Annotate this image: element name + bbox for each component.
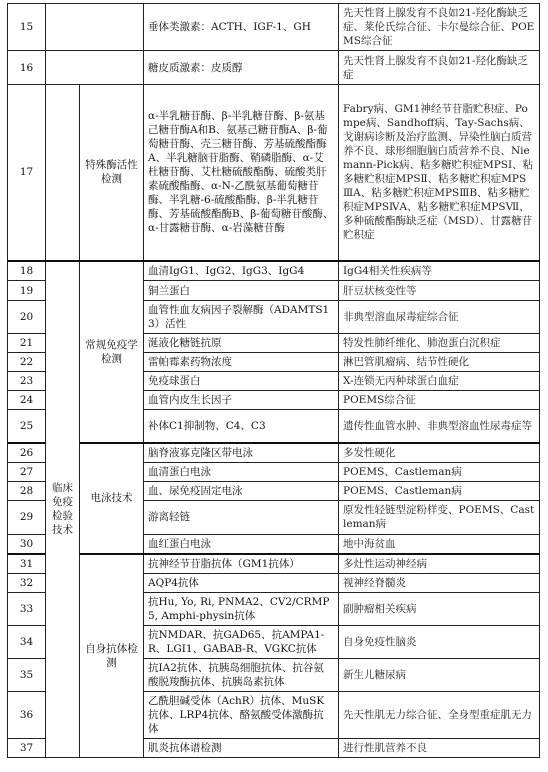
row-number: 36 <box>8 691 46 738</box>
disease-cell: POEMS综合征 <box>339 391 540 410</box>
test-item: 垂体类激素：ACTH、IGF-1、GH <box>144 4 339 51</box>
group-autoantibody: 自身抗体检测 <box>80 554 144 758</box>
row-number: 34 <box>8 625 46 658</box>
row-number: 35 <box>8 658 46 691</box>
row-number: 24 <box>8 391 46 410</box>
disease-cell: 原发性轻链型淀粉样变、POEMS、Castleman病 <box>339 500 540 534</box>
disease-cell: Fabry病、GM1神经节苷脂贮积症、Pompe病、Sandhoff病、Tay-Sachs病、戈谢病诊断及治疗监测、异染性脑白质营养不良、球形细胞脑白质营养不良、Niemann-Pick病、粘多糖贮积症MPSⅠ、粘多糖贮积症MPSⅡ、粘多糖贮积症MPSⅢA、粘多糖贮积症MPSⅢB、粘多糖贮积症MPSⅣA、粘多糖贮积症MPSⅦ、多种硫酸酯酶缺乏症（MSD）、甘露糖苷贮积症 <box>339 85 540 261</box>
disease-test-table <box>7 3 540 758</box>
test-item: 抗Hu, Yo, Ri, PNMA2、CV2/CRMP5, Amphi-physin抗体 <box>144 592 339 625</box>
disease-cell: 淋巴管肌瘤病、结节性硬化 <box>339 353 540 372</box>
table-row <box>8 261 540 281</box>
category-cell-empty <box>46 4 144 51</box>
row-number: 18 <box>8 261 46 281</box>
row-number: 33 <box>8 592 46 625</box>
disease-cell: 地中海贫血 <box>339 534 540 554</box>
group-electrophoresis: 电泳技术 <box>80 443 144 554</box>
test-item: 血管性血友病因子裂解酶（ADAMTS13）活性 <box>144 301 339 334</box>
disease-cell: 先天性肾上腺发育不良如21-羟化酶缺乏症 <box>339 51 540 85</box>
row-number: 22 <box>8 353 46 372</box>
table-row <box>8 51 540 85</box>
test-item: 血清蛋白电泳 <box>144 462 339 481</box>
disease-cell: 副肿瘤相关疾病 <box>339 592 540 625</box>
test-item: 铜兰蛋白 <box>144 281 339 301</box>
test-item: 游离轻链 <box>144 500 339 534</box>
disease-cell: X-连锁无丙种球蛋白血症 <box>339 372 540 391</box>
test-item: 血管内皮生长因子 <box>144 391 339 410</box>
table-row <box>8 554 540 574</box>
row-number: 25 <box>8 410 46 443</box>
disease-cell: 新生儿糖尿病 <box>339 658 540 691</box>
row-number: 21 <box>8 334 46 353</box>
row-number: 30 <box>8 534 46 554</box>
disease-cell: 非典型溶血尿毒症综合征 <box>339 301 540 334</box>
test-item: 乙酰胆碱受体（AchR）抗体、MuSK抗体、LRP4抗体、酪氨酸受体激酶抗体 <box>144 691 339 738</box>
disease-cell: 遗传性血管水肿、非典型溶血性尿毒症等 <box>339 410 540 443</box>
test-item: 雷帕霉素药物浓度 <box>144 353 339 372</box>
row-number: 37 <box>8 738 46 757</box>
disease-cell: POEMS、Castleman病 <box>339 481 540 500</box>
disease-cell: 先天性肌无力综合征、全身型重症肌无力 <box>339 691 540 738</box>
row-number: 27 <box>8 462 46 481</box>
test-item: 血、尿免疫固定电泳 <box>144 481 339 500</box>
test-item: 涎液化糖链抗原 <box>144 334 339 353</box>
test-item: 血清IgG1、IgG2、IgG3、IgG4 <box>144 261 339 281</box>
table-row <box>8 85 540 261</box>
test-item: 血红蛋白电泳 <box>144 534 339 554</box>
test-item: 抗NMDAR、抗GAD65、抗AMPA1-R、LGI1、GABAB-R、VGKC抗体 <box>144 625 339 658</box>
row-number: 31 <box>8 554 46 574</box>
disease-cell: 多灶性运动神经病 <box>339 554 540 574</box>
table-row <box>8 4 540 51</box>
row-number: 20 <box>8 301 46 334</box>
row-number: 32 <box>8 573 46 592</box>
row-number: 26 <box>8 443 46 463</box>
test-item: 肌炎抗体谱检测 <box>144 738 339 757</box>
disease-cell: 自身免疫性脑炎 <box>339 625 540 658</box>
row-number: 19 <box>8 281 46 301</box>
test-item: AQP4抗体 <box>144 573 339 592</box>
row-number: 28 <box>8 481 46 500</box>
table-row <box>8 443 540 463</box>
category-cell-empty <box>46 85 80 261</box>
test-item: α-半乳糖苷酶、β-半乳糖苷酶、β-氨基己糖苷酶A和B、氨基己糖苷酶A、β-葡萄糖苷酶、壳三糖苷酶、芳基硫酸酯酶A、半乳糖脑苷脂酶、鞘磷脂酶、α-艾杜糖苷酶、艾杜糖硫酸酯酶、硫酸类肝素硫酸酯酶、α-N-乙酰氨基葡萄糖苷酶、半乳糖-6-硫酸酯酶、β-半乳糖苷酶、芳基硫酸酯酶B、β-葡萄糖苷酸酶、α-甘露糖苷酶、α-岩藻糖苷酶 <box>144 85 339 261</box>
row-number: 23 <box>8 372 46 391</box>
test-item: 糖皮质激素：皮质醇 <box>144 51 339 85</box>
category-clinical-immunology: 临床免疫检验技术 <box>46 261 80 758</box>
row-number: 29 <box>8 500 46 534</box>
disease-cell: 特发性肺纤维化、肺泡蛋白沉积症 <box>339 334 540 353</box>
disease-cell: 视神经脊髓炎 <box>339 573 540 592</box>
test-item: 补体C1抑制物、C4、C3 <box>144 410 339 443</box>
test-item: 免疫球蛋白 <box>144 372 339 391</box>
disease-cell: 先天性肾上腺发育不良如21-羟化酶缺乏症、莱伦氏综合征、卡尔曼综合征、POEMS综合征 <box>339 4 540 51</box>
disease-cell: 肝豆状核变性等 <box>339 281 540 301</box>
group-special-enzyme: 特殊酶活性检测 <box>80 85 144 261</box>
test-item: 抗神经节苷脂抗体（GM1抗体） <box>144 554 339 574</box>
disease-cell: IgG4相关性疾病等 <box>339 261 540 281</box>
disease-cell: POEMS、Castleman病 <box>339 462 540 481</box>
category-cell-empty <box>46 51 144 85</box>
row-number: 15 <box>8 4 46 51</box>
disease-cell: 进行性肌营养不良 <box>339 738 540 757</box>
group-routine-immuno: 常规免疫学检测 <box>80 261 144 443</box>
row-number: 17 <box>8 85 46 261</box>
test-item: 脑脊液寡克隆区带电泳 <box>144 443 339 463</box>
test-item: 抗IA2抗体、抗胰岛细胞抗体、抗谷氨酸脱羧酶抗体、抗胰岛素抗体 <box>144 658 339 691</box>
row-number: 16 <box>8 51 46 85</box>
disease-cell: 多发性硬化 <box>339 443 540 463</box>
